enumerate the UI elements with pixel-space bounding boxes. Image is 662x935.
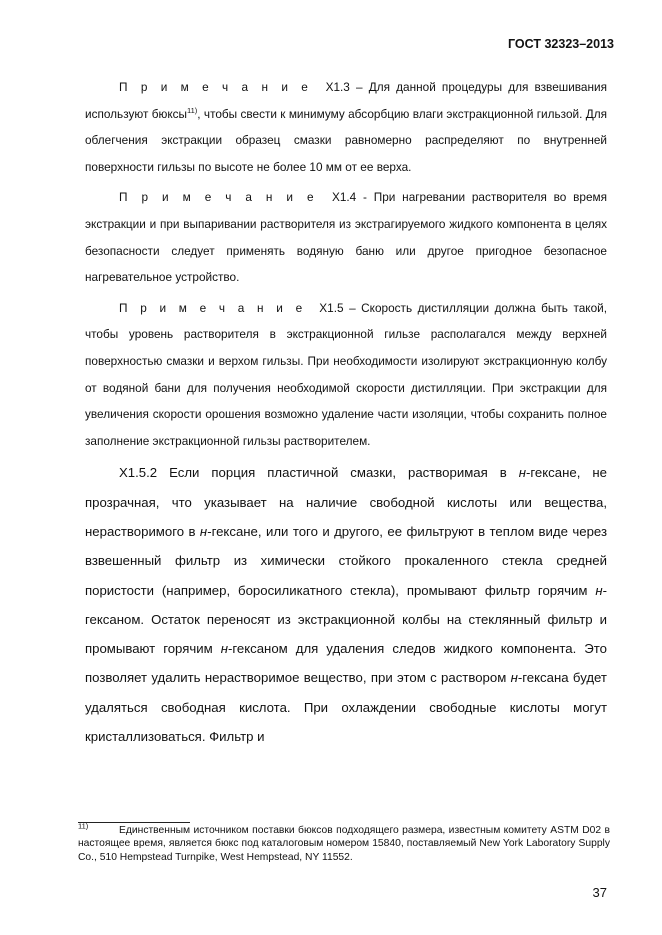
note-label: П р и м е ч а н и е — [119, 190, 318, 205]
note-text-continued: , чтобы свести к минимуму абсорбцию влаги экстракционной гильзой. Для облегчения экстракции образец смазки равномерно распределяют по внутренней поверхности гильзы по высоте не более 10 мм от ее верха. — [85, 106, 607, 174]
page-number: 37 — [592, 885, 607, 900]
note-number: Х1.3 — [325, 80, 350, 94]
note-text: – Скорость дистилляции должна быть такой, чтобы уровень растворителя в экстракционной гильзе располагался между верхней поверхностью смазки и верхом гильзы. При необходимости изолируют экстракционную колбу от водяной бани для получения необходимой скорости дистилляции. При экстракции для увеличения скорости орошения возможно удаление части изоляции, чтобы сохранить полное заполнение экстракционной гильзы растворителем. — [85, 300, 608, 448]
footnote — [78, 821, 610, 864]
document-header: ГОСТ 32323–2013 — [508, 37, 614, 51]
footnote-text: Единственным источником поставки бюксов подходящего размера, известным комитету ASTM D02 в настоящее время, является бюкс под каталоговым номером 15840, поставляемый New York Laboratory Supply Co., 510 Hempstead Turnpike, West Hempstead, NY 11552. — [78, 825, 610, 863]
note-text: – Для данной процедуры для взвешивания используют бюксы — [85, 80, 607, 121]
text-run: -гексана будет удаляться свободная кислота. При охлаждении свободные кислоты могут кристаллизоваться. Фильтр и — [85, 670, 607, 744]
text-run: -гексаном для удаления следов жидкого компонента. Это позволяет удалить нерастворимое вещество, при этом с раствором — [85, 641, 607, 686]
text-run: -гексане, или того и другого, ее фильтруют в теплом виде через взвешенный фильтр из химически стойкого прокаленного стекла средней пористости (например, боросиликатного стекла), промывают фильтр горячим — [85, 523, 608, 598]
italic-n: н — [510, 670, 518, 686]
footnote-marker: 11) — [78, 821, 89, 831]
italic-n: н — [199, 523, 208, 539]
note-x1-5 — [85, 295, 607, 455]
note-x1-4 — [85, 184, 607, 290]
note-text: - При нагревании растворителя во время экстракции и при выпаривании растворителя из экстрагируемого жидкого компонента в целях безопасности следует применять водяную баню или другое пригодное безопасное нагревательное устройство. — [85, 190, 607, 285]
text-run: -гексаном. Остаток переносят из экстракционной колбы на стеклянный фильтр и промывают горячим — [85, 582, 607, 657]
footnote-lead — [78, 821, 116, 837]
text-run: Х1.5.2 Если порция пластичной смазки, растворимая в — [119, 465, 519, 481]
italic-n: н — [595, 582, 603, 598]
note-label: П р и м е ч а н и е — [119, 300, 306, 315]
page-body — [85, 74, 607, 751]
footnote-reference: 11) — [187, 105, 198, 115]
text-run: -гексане, не прозрачная, что указывает на наличие свободной кислоты или вещества, нерастворимого в — [85, 465, 607, 539]
note-number: Х1.5 — [319, 300, 344, 315]
note-number: Х1.4 — [331, 190, 357, 205]
footnote-separator — [78, 822, 190, 823]
note-x1-3 — [85, 74, 607, 180]
italic-n: н — [518, 465, 526, 481]
section-x1-5-2-paragraph — [85, 458, 607, 751]
italic-n: н — [220, 641, 228, 657]
note-label: П р и м е ч а н и е — [119, 80, 312, 94]
